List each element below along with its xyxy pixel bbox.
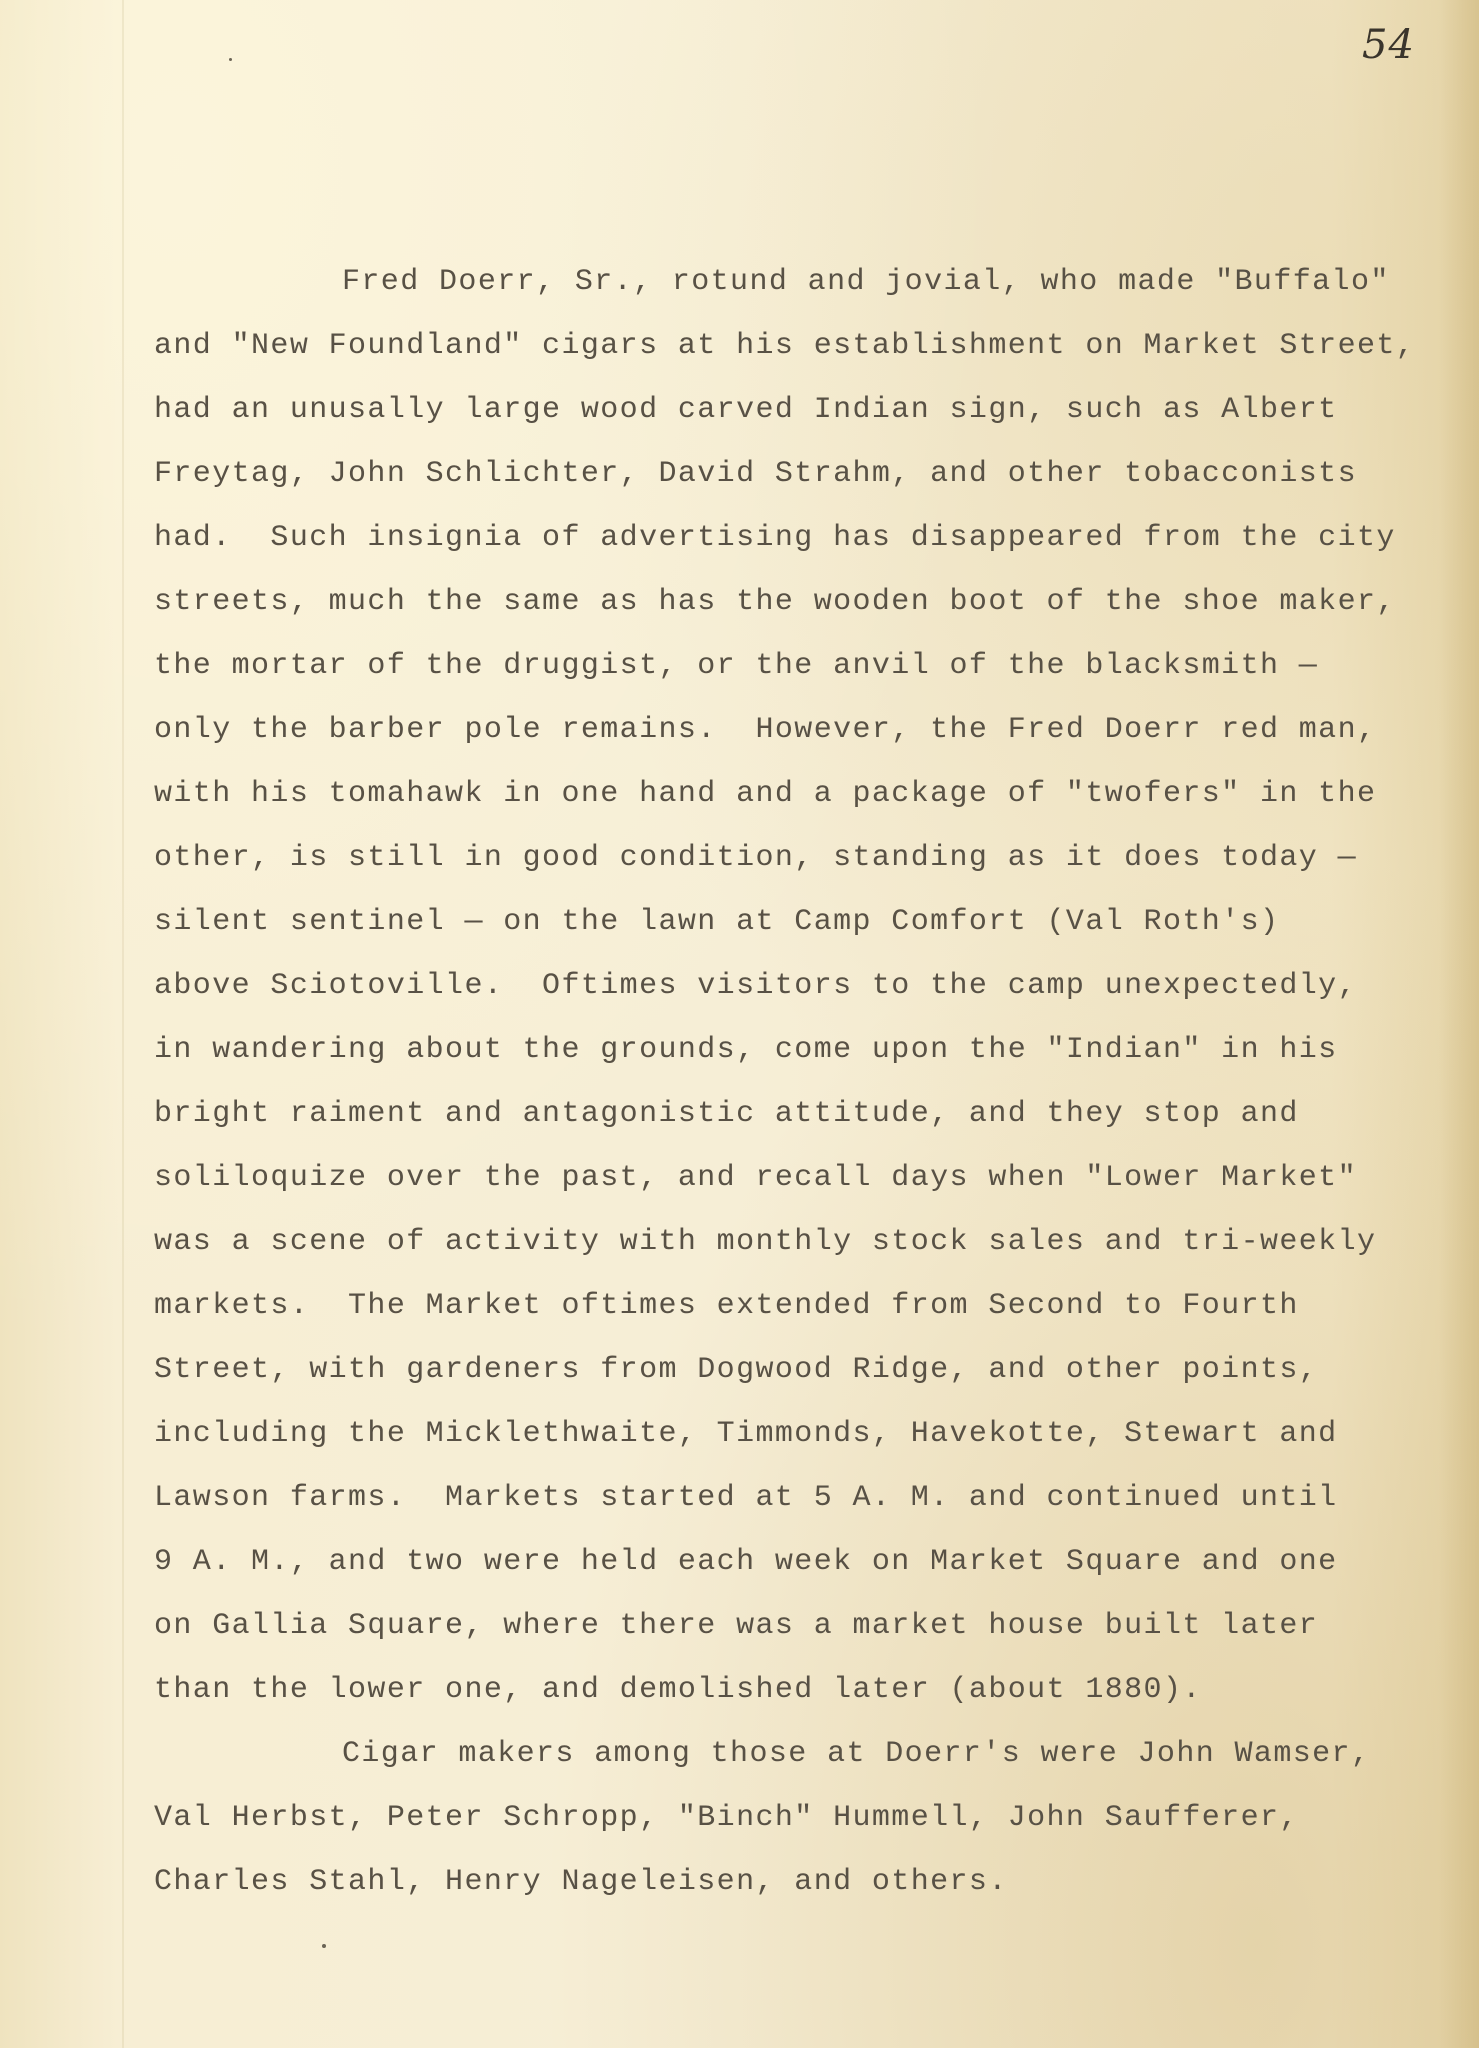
paragraph-1-line-15: soliloquize over the past, and recall days when "Lower Market" (154, 1161, 1357, 1195)
paragraph-1-line-19: including the Micklethwaite, Timmonds, Havekotte, Stewart and (154, 1417, 1338, 1451)
paragraph-1-line-13: in wandering about the grounds, come upon the "Indian" in his (154, 1033, 1338, 1067)
paragraph-1-line-18: Street, with gardeners from Dogwood Ridge, and other points, (154, 1353, 1319, 1387)
paragraph-1-line-23: than the lower one, and demolished later (about 1880). (154, 1673, 1202, 1707)
paragraph-1-line-11: silent sentinel — on the lawn at Camp Comfort (Val Roth's) (154, 905, 1280, 939)
paragraph-1-line-2: and "New Foundland" cigars at his establishment on Market Street, (154, 329, 1416, 363)
paragraph-2-line-3: Charles Stahl, Henry Nageleisen, and others. (154, 1865, 1008, 1899)
paragraph-2-line-1: Cigar makers among those at Doerr's were John Wamser, (342, 1737, 1371, 1771)
paragraph-1-line-14: bright raiment and antagonistic attitude, and they stop and (154, 1097, 1299, 1131)
paragraph-1-line-6: streets, much the same as has the wooden boot of the shoe maker, (154, 585, 1396, 619)
ink-speck (229, 58, 232, 61)
paragraph-1-line-10: other, is still in good condition, standing as it does today — (154, 841, 1357, 875)
paragraph-1-line-20: Lawson farms. Markets started at 5 A. M. and continued until (154, 1481, 1338, 1515)
paper-crease (122, 0, 124, 2048)
ink-speck (322, 1944, 326, 1948)
paragraph-2-line-2: Val Herbst, Peter Schropp, "Binch" Hummell, John Saufferer, (154, 1801, 1299, 1835)
paragraph-1-line-17: markets. The Market oftimes extended from Second to Fourth (154, 1289, 1299, 1323)
paragraph-1-line-1: Fred Doerr, Sr., rotund and jovial, who made "Buffalo" (342, 265, 1390, 299)
paragraph-1-line-21: 9 A. M., and two were held each week on Market Square and one (154, 1545, 1338, 1579)
paragraph-1-line-5: had. Such insignia of advertising has disappeared from the city (154, 521, 1396, 555)
page-number: 54 (1362, 22, 1415, 68)
typed-text-body (154, 250, 1416, 1914)
paragraph-1-line-22: on Gallia Square, where there was a market house built later (154, 1609, 1319, 1643)
paragraph-1-line-3: had an unusally large wood carved Indian sign, such as Albert (154, 393, 1338, 427)
paragraph-1-line-4: Freytag, John Schlichter, David Strahm, and other tobacconists (154, 457, 1357, 491)
paragraph-1-line-8: only the barber pole remains. However, the Fred Doerr red man, (154, 713, 1377, 747)
paragraph-1-line-7: the mortar of the druggist, or the anvil of the blacksmith — (154, 649, 1319, 683)
paragraph-1-line-16: was a scene of activity with monthly stock sales and tri-weekly (154, 1225, 1377, 1259)
paper-edge-stain (1439, 0, 1479, 2048)
paragraph-1-line-12: above Sciotoville. Oftimes visitors to the camp unexpectedly, (154, 969, 1357, 1003)
paragraph-1-line-9: with his tomahawk in one hand and a package of "twofers" in the (154, 777, 1377, 811)
